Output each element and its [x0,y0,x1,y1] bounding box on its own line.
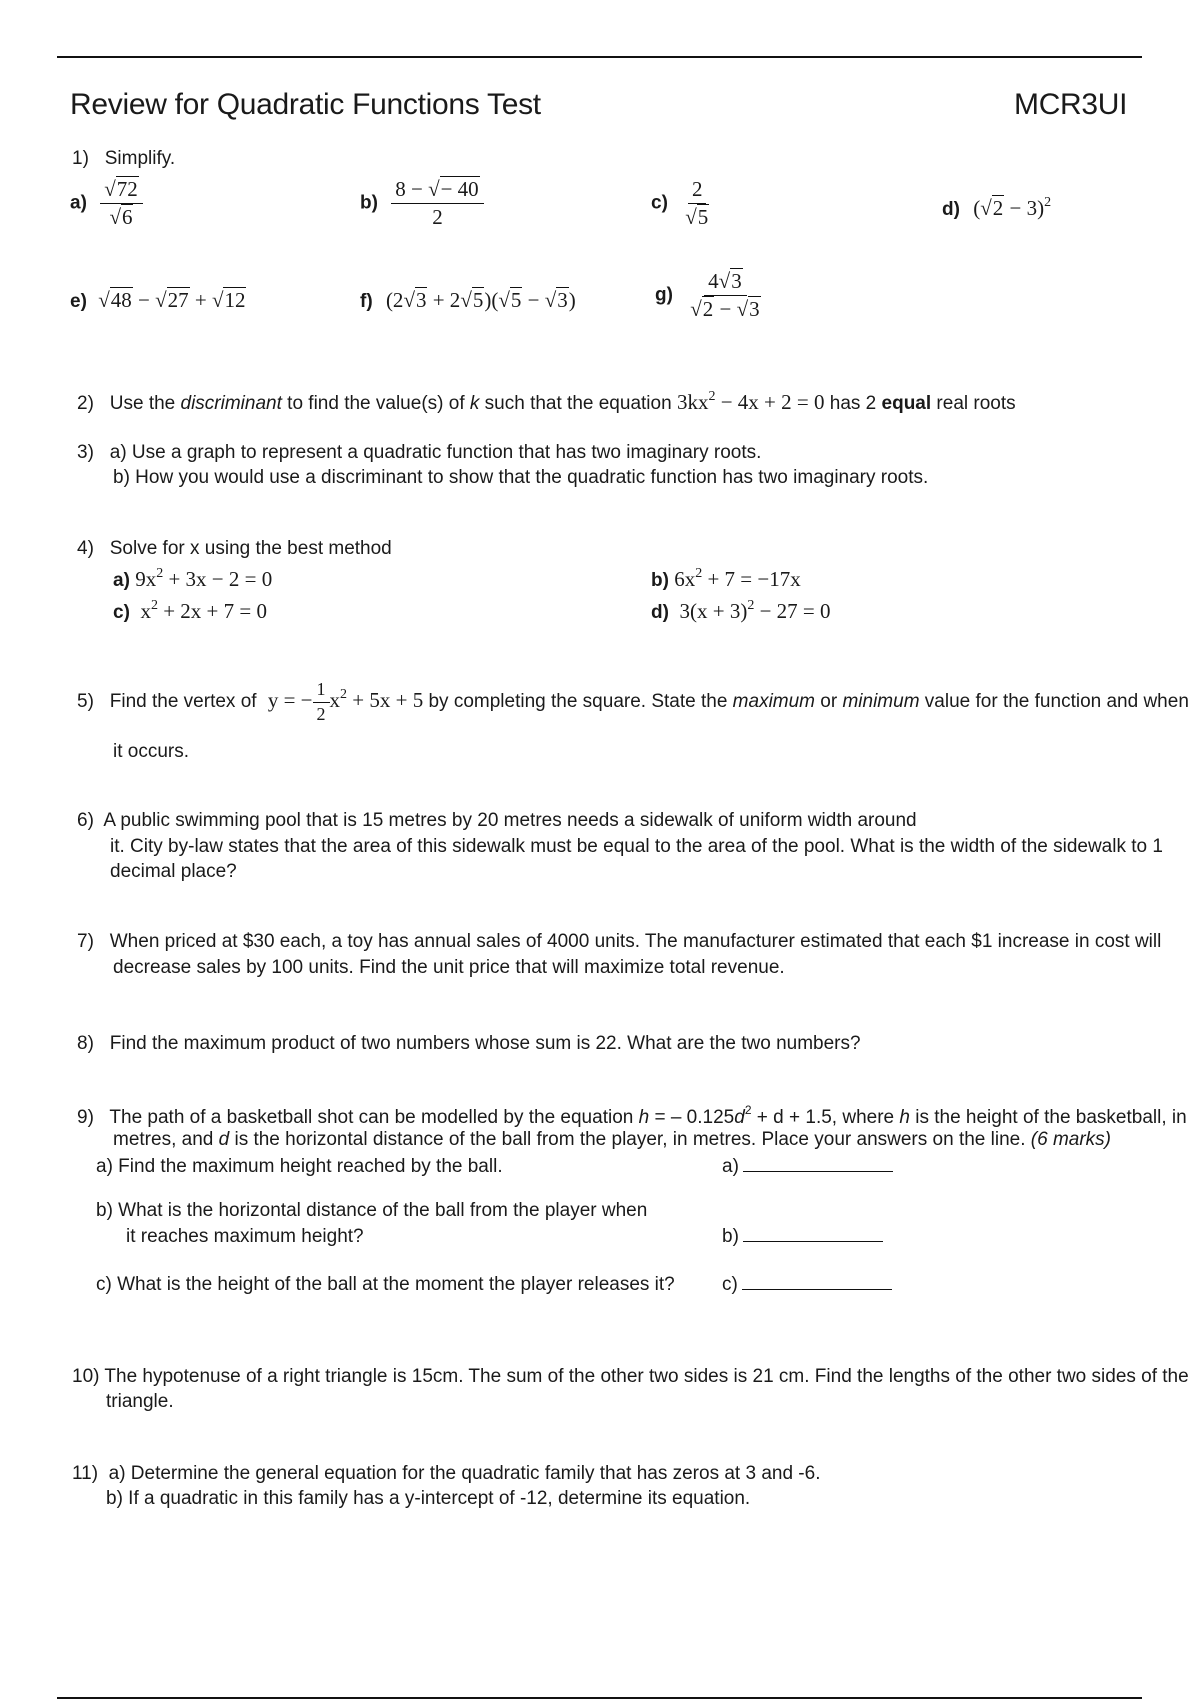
question-4 [77,538,392,560]
q4-part-d: d) $3(x + 3)^2 - 27 = 0$ [651,598,831,623]
expression: $(√2 - 3)^2$ [973,195,1052,220]
question-6-line-2: it. City by-law states that the area of this sidewalk must be equal to the area of the pool. What is the width of the sidewalk to 1 [110,836,1163,857]
question-5-line-2: it occurs. [113,741,190,762]
q1-part-a [70,178,143,229]
question-3-part-b: b) How you would use a discriminant to show that the quadratic function has two imaginary roots. [113,467,929,488]
question-number: 3) [77,442,94,463]
q9-part-b-line-2: it reaches maximum height? [126,1226,364,1247]
expression: √48 − √27 + √12 [98,288,246,312]
question-10-line-2: triangle. [106,1391,174,1412]
question-7: 7) When priced at $30 each, a toy has annual sales of 4000 units. The manufacturer estimated that each $1 increase in cost will [77,931,1162,952]
q4-part-c: c) $x^2 + 2x + 7 = 0$ [113,598,267,623]
question-number: 10) [72,1366,100,1387]
fraction: $\frac{4√3}{√2 - √3}$ [690,269,760,322]
bottom-rule [57,1697,1142,1699]
part-a-text: a) Use a graph to represent a quadratic function that has two imaginary roots. [109,442,762,463]
question-8: 8) Find the maximum product of two numbers whose sum is 22. What are the two numbers? [77,1033,861,1054]
q4-part-a: a) $9x^2 + 3x - 2 = 0$ [113,566,273,591]
expression: (2√3 + 2√5)(√5 − √3) [385,288,576,312]
fraction: $\frac{8 - √- 40}{2}$ [391,178,483,229]
q1-part-g [655,270,765,321]
question-number: 6) [77,810,94,831]
question-11-part-b: b) If a quadratic in this family has a y-intercept of -12, determine its equation. [106,1488,751,1509]
answer-line[interactable] [743,1226,883,1242]
question-prompt: Solve for x using the best method [109,538,392,559]
question-number: 1) [72,148,89,169]
page-title: Review for Quadratic Functions Test [70,88,541,121]
question-number: 8) [77,1033,94,1054]
top-rule [57,56,1142,58]
part-label: b) [360,192,378,214]
part-label: e) [70,291,87,312]
question-2: 2) Use the discriminant to find the value(s) of k such that the equation $3kx^2 - 4x + 2 = 0$ has 2 equal real roots [77,389,1016,414]
question-number: 7) [77,931,94,952]
question-9: 9) The path of a basketball shot can be modelled by the equation h = – $0.125d^2 + d + 1.5$, where h is the height of the basketball, in [77,1103,1187,1128]
answer-line[interactable] [742,1274,892,1290]
question-3 [77,442,761,464]
question-prompt: Simplify. [104,148,176,169]
q4-part-b: b) $6x^2 + 7 = -17x$ [651,566,801,591]
question-9-line-2: metres, and d is the horizontal distance of the ball from the player, in metres. Place your answers on the line. (6 marks) [113,1129,1112,1150]
q1-part-e [70,288,246,313]
question-number: 11) [72,1463,99,1484]
question-7-line-2: decrease sales by 100 units. Find the unit price that will maximize total revenue. [113,957,785,978]
fraction: $\frac{√72}{√6}$ [100,178,143,229]
q9-answer-c[interactable]: c) [722,1274,892,1296]
part-label: d) [942,199,960,220]
q1-part-b [360,178,484,229]
part-label: a) [70,192,87,214]
question-number: 5) [77,691,94,713]
question-1 [72,148,175,170]
course-code: MCR3UI [1014,88,1128,121]
q9-part-a: a) Find the maximum height reached by the ball. [96,1156,503,1177]
q1-part-d [942,195,1051,221]
part-label: g) [655,284,673,306]
q9-answer-a[interactable]: a) [722,1156,893,1178]
question-number: 4) [77,538,94,559]
q1-part-c [651,178,713,229]
question-10: 10) The hypotenuse of a right triangle is 15cm. The sum of the other two sides is 21 cm. Find the lengths of the other two sides of the [72,1366,1189,1387]
question-6-line-3: decimal place? [110,861,237,882]
q9-part-c: c) What is the height of the ball at the moment the player releases it? [96,1274,675,1295]
equation: y = − $\frac{1}{2}$ $x^2 + 5x + 5$ [267,679,424,724]
question-number: 2) [77,393,94,414]
q9-part-b: b) What is the horizontal distance of the ball from the player when [96,1200,648,1221]
q1-part-f [360,288,576,313]
question-11: 11) a) Determine the general equation for the quadratic family that has zeros at 3 and -6. [72,1463,821,1484]
q9-answer-b[interactable]: b) [722,1226,883,1248]
answer-line[interactable] [743,1156,893,1172]
part-label: c) [651,192,668,214]
question-number: 9) [77,1107,94,1128]
fraction: $\frac{2}{√5}$ [685,177,709,230]
question-6: 6) A public swimming pool that is 15 metres by 20 metres needs a sidewalk of uniform width around [77,810,917,831]
part-label: f) [360,291,373,312]
equation: $3kx^2 - 4x + 2 = 0$ [676,389,825,414]
question-5: 5) Find the vertex of y = − $\frac{1}{2}$ $x^2 + 5x + 5$ by completing the square. State the maximum or minimum value for the function and when [77,679,1189,724]
